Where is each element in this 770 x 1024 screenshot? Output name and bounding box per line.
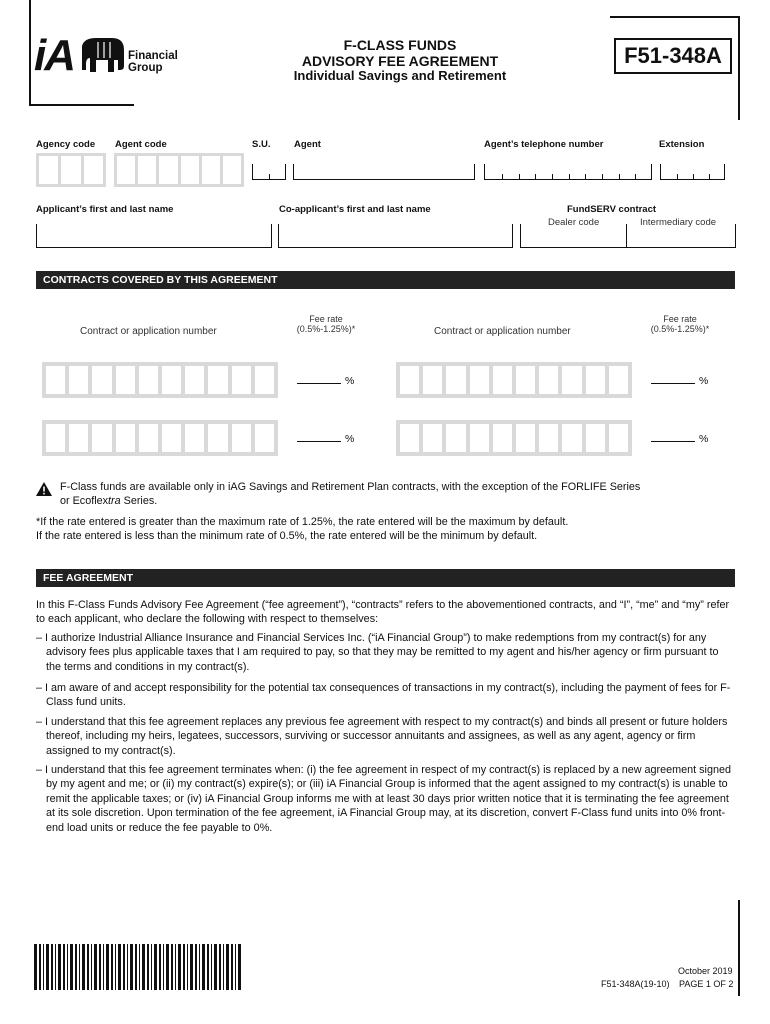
title-line: ADVISORY FEE AGREEMENT	[301, 53, 499, 69]
dealer-code-label: Dealer code	[548, 217, 600, 228]
form-number: F51-348A	[614, 38, 732, 74]
extension-label: Extension	[659, 139, 705, 150]
fee-rate-line: Fee rate	[663, 314, 697, 324]
contract-number-field[interactable]	[42, 420, 278, 456]
footer-form-code: F51-348A(19-10)	[601, 979, 670, 989]
fundserv-label: FundSERV contract	[567, 204, 657, 215]
page-title	[250, 37, 550, 69]
agent-code-field[interactable]	[114, 153, 244, 187]
applicant-name-field[interactable]	[36, 224, 272, 248]
frame-line	[610, 16, 740, 18]
frame-line	[738, 900, 740, 996]
fee-rate-col-label	[650, 314, 710, 334]
barcode-icon	[34, 944, 244, 990]
agent-phone-label: Agent’s telephone number	[484, 139, 604, 150]
rate-note	[36, 515, 736, 544]
co-applicant-name-field[interactable]	[278, 224, 513, 248]
fee-rate-field[interactable]: %	[651, 432, 708, 445]
contracts-section-header: CONTRACTS COVERED BY THIS AGREEMENT	[36, 271, 735, 289]
contract-number-field[interactable]	[396, 420, 632, 456]
intermediary-code-label: Intermediary code	[640, 217, 717, 228]
agency-code-field[interactable]	[36, 153, 106, 187]
fundserv-field[interactable]	[520, 224, 736, 248]
fee-agreement-item: – I authorize Industrial Alliance Insurance and Financial Services Inc. (“iA Financial Group”) to make redemptions from my contract(s) for any advisory fees plus applicable taxes that I am required to pay, so that they may be remitted to my agent and his/her agency or firm pursuant to the terms and conditions in my contract(s).	[36, 632, 719, 673]
note-line: F-Class funds are available only in iAG Savings and Retirement Plan contracts, with the exception of the FORLIFE Series	[60, 481, 641, 493]
logo-brand: iA	[34, 31, 74, 80]
logo-line: Financial	[128, 50, 178, 62]
fee-agreement-item: – I am aware of and accept responsibility for the potential tax consequences of transactions in my contract(s), including the payment of fees for F-Class fund units.	[36, 682, 731, 709]
agency-code-label: Agency code	[36, 139, 96, 150]
frame-line	[29, 104, 134, 106]
footer-page-number: PAGE 1 OF 2	[679, 979, 734, 989]
applicant-label: Applicant’s first and last name	[36, 204, 174, 215]
contract-col-label: Contract or application number	[434, 326, 571, 337]
agent-field[interactable]	[293, 164, 475, 180]
contract-number-field[interactable]	[396, 362, 632, 398]
title-line: F-CLASS FUNDS	[343, 37, 457, 53]
fee-rate-field[interactable]: %	[297, 374, 354, 387]
availability-note	[60, 480, 740, 509]
rate-note-line: *If the rate entered is greater than the maximum rate of 1.25%, the rate entered will be the maximum by default.	[36, 516, 569, 528]
elephant-logo-icon	[78, 36, 126, 74]
fee-rate-col-label	[296, 314, 356, 334]
agent-code-label: Agent code	[115, 139, 167, 150]
logo-text	[128, 50, 178, 74]
fee-rate-field[interactable]: %	[297, 432, 354, 445]
fee-rate-field[interactable]: %	[651, 374, 708, 387]
contract-col-label: Contract or application number	[80, 326, 217, 337]
extension-field[interactable]	[660, 164, 725, 180]
fee-agreement-section-header: FEE AGREEMENT	[36, 569, 735, 587]
frame-line	[738, 16, 740, 120]
warning-icon	[36, 482, 52, 496]
su-field[interactable]	[252, 164, 286, 180]
page-subtitle: Individual Savings and Retirement	[293, 68, 507, 83]
footer-date: October 2019	[678, 966, 733, 976]
fee-rate-line: (0.5%-1.25%)*	[296, 324, 356, 334]
contract-number-field[interactable]	[42, 362, 278, 398]
fee-agreement-intro: In this F-Class Funds Advisory Fee Agreement (“fee agreement”), “contracts” refers to the abovementioned contracts, and “I”, “me” and “my” refer to each applicant, who declare the following with respect to themselves:	[36, 599, 730, 626]
agent-phone-field[interactable]	[484, 164, 652, 180]
note-line: or Ecoflextra Series.	[60, 495, 158, 508]
logo-line: Group	[128, 62, 163, 74]
frame-line	[29, 0, 31, 105]
co-applicant-label: Co-applicant’s first and last name	[279, 204, 431, 215]
su-label: S.U.	[252, 139, 271, 150]
rate-note-line: If the rate entered is less than the minimum rate of 0.5%, the rate entered will be the minimum by default.	[36, 530, 538, 543]
fee-rate-line: Fee rate	[309, 314, 343, 324]
agent-label: Agent	[294, 139, 321, 150]
fee-rate-line: (0.5%-1.25%)*	[650, 324, 710, 334]
fee-agreement-item: – I understand that this fee agreement replaces any previous fee agreement with respect to my contract(s) and binds all present or future holders thereof, including my heirs, legatees, successors, surviving or successor annuitants and assignees, as well as any agent, agency or firm assigned to my contract(s).	[36, 716, 728, 757]
fee-agreement-item: – I understand that this fee agreement terminates when: (i) the fee agreement in respect of my contract(s) is replaced by a new agreement signed by my agent and me; or (ii) my contract(s) expire(s); or (iii) iA Financial Group is informed that the agent assigned to my contract(s) is unable to remit the applicable taxes; or (iv) iA Financial Group informs me with at least 30 days prior written notice that it is terminating the fee agreement at its sole discretion. Upon termination of the fee agreement, iA Financial Group may, at its discretion, convert F-Class fund units into 0% front-end load units or reduce the fee payable to 0%.	[36, 764, 731, 834]
